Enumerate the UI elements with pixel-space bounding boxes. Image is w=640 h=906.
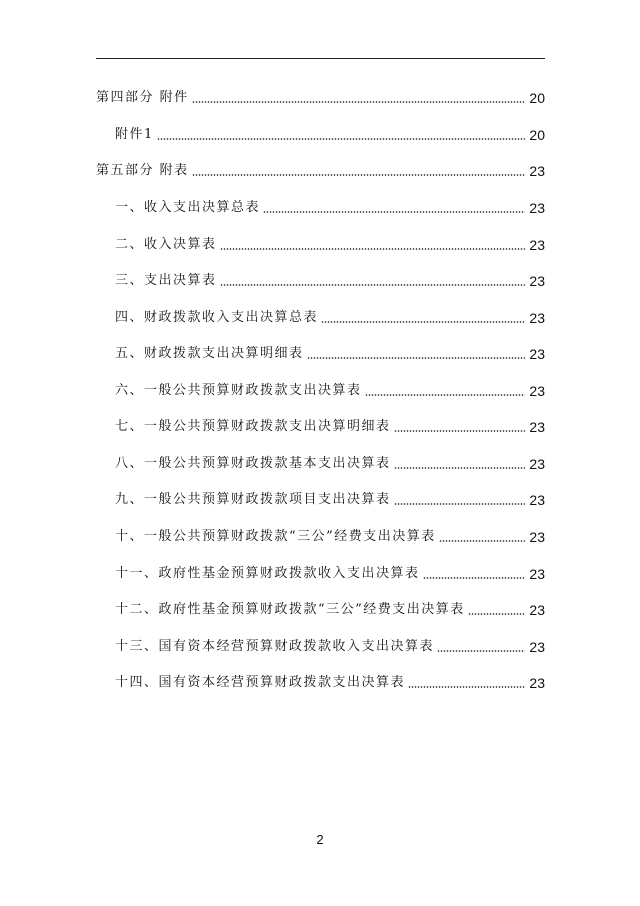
toc-entry-title: 第四部分 附件 xyxy=(96,90,189,105)
toc-entry[interactable] xyxy=(115,635,545,657)
dot-leader xyxy=(307,355,525,360)
dot-leader xyxy=(439,538,525,543)
toc-entry[interactable] xyxy=(115,233,545,255)
dot-leader xyxy=(192,99,525,104)
toc-page-number: 23 xyxy=(529,346,545,362)
toc-entry-title: 十一、政府性基金预算财政拨款收入支出决算表 xyxy=(115,566,420,581)
toc-page-number: 23 xyxy=(529,163,545,179)
toc-entry-title: 十、一般公共预算财政拨款“三公”经费支出决算表 xyxy=(115,529,436,544)
toc-page-number: 23 xyxy=(529,675,545,691)
toc-entry-title: 十二、政府性基金预算财政拨款“三公”经费支出决算表 xyxy=(115,602,465,617)
toc-entry[interactable] xyxy=(115,342,545,364)
toc-page-number: 23 xyxy=(529,200,545,216)
toc-entry-title: 一、收入支出决算总表 xyxy=(115,200,261,215)
dot-leader xyxy=(394,501,525,506)
toc-page-number: 23 xyxy=(529,419,545,435)
toc-page-number: 23 xyxy=(529,529,545,545)
toc-entry-title: 八、一般公共预算财政拨款基本支出决算表 xyxy=(115,456,391,471)
dot-leader xyxy=(437,648,525,653)
toc-entry[interactable] xyxy=(115,671,545,693)
toc-entry[interactable] xyxy=(115,306,545,328)
toc-page-number: 23 xyxy=(529,639,545,655)
dot-leader xyxy=(408,684,525,689)
toc-page-number: 23 xyxy=(529,310,545,326)
toc-page-number: 23 xyxy=(529,602,545,618)
toc-entry[interactable] xyxy=(115,123,545,145)
toc-entry[interactable] xyxy=(115,452,545,474)
dot-leader xyxy=(423,575,525,580)
toc-entry-title: 附件1 xyxy=(115,127,154,142)
toc-entry-title: 十三、国有资本经营预算财政拨款收入支出决算表 xyxy=(115,639,435,654)
toc-entry[interactable] xyxy=(115,525,545,547)
toc-entry[interactable] xyxy=(96,159,545,181)
toc-entry-title: 九、一般公共预算财政拨款项目支出决算表 xyxy=(115,492,391,507)
toc-entry-title: 四、财政拨款收入支出决算总表 xyxy=(115,310,319,325)
dot-leader xyxy=(157,136,525,141)
toc-entry-title: 二、收入决算表 xyxy=(115,237,217,252)
dot-leader xyxy=(394,465,525,470)
dot-leader xyxy=(263,209,525,214)
dot-leader xyxy=(394,428,525,433)
toc-entry[interactable] xyxy=(115,196,545,218)
toc-entry-title: 第五部分 附表 xyxy=(96,163,189,178)
dot-leader xyxy=(220,246,525,251)
toc-entry-title: 十四、国有资本经营预算财政拨款支出决算表 xyxy=(115,675,406,690)
toc-entry-title: 五、财政拨款支出决算明细表 xyxy=(115,346,304,361)
toc-page-number: 20 xyxy=(529,127,545,143)
toc-page-number: 23 xyxy=(529,273,545,289)
toc-entry-title: 七、一般公共预算财政拨款支出决算明细表 xyxy=(115,419,391,434)
toc-page-number: 23 xyxy=(529,566,545,582)
toc-page-number: 20 xyxy=(529,90,545,106)
dot-leader xyxy=(220,282,525,287)
page-number: 2 xyxy=(316,832,324,847)
dot-leader xyxy=(192,172,525,177)
toc-page-number: 23 xyxy=(529,492,545,508)
toc-page-number: 23 xyxy=(529,456,545,472)
toc-page-number: 23 xyxy=(529,237,545,253)
toc-entry[interactable] xyxy=(115,488,545,510)
toc-entry[interactable] xyxy=(96,86,545,108)
toc-entry[interactable] xyxy=(115,562,545,584)
toc-page-number: 23 xyxy=(529,383,545,399)
toc-entry-title: 六、一般公共预算财政拨款支出决算表 xyxy=(115,383,362,398)
dot-leader xyxy=(468,611,525,616)
toc-entry-title: 三、支出决算表 xyxy=(115,273,217,288)
toc-entry[interactable] xyxy=(115,415,545,437)
toc-entry[interactable] xyxy=(115,379,545,401)
toc-entry[interactable] xyxy=(115,598,545,620)
toc-entry[interactable] xyxy=(115,269,545,291)
dot-leader xyxy=(365,392,525,397)
dot-leader xyxy=(321,319,525,324)
